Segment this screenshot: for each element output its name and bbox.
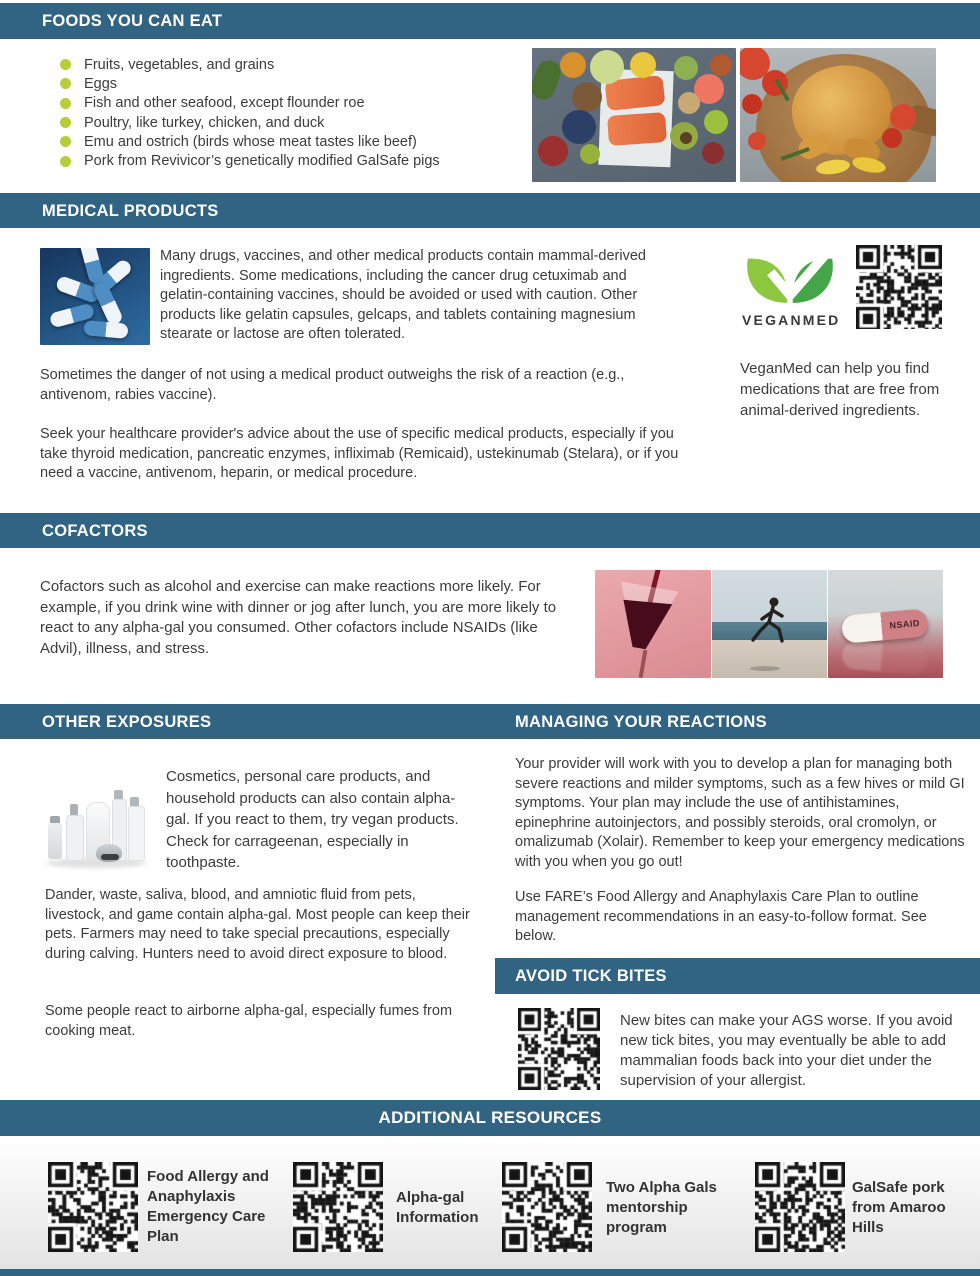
list-item: Fruits, vegetables, and grains: [60, 55, 440, 74]
resource-label: GalSafe pork from Amaroo Hills: [852, 1179, 946, 1236]
nsaid-capsule-label: NSAID: [889, 617, 921, 631]
section-header-additional-resources: [0, 1100, 980, 1136]
veganmed-logo-text: VEGANMED: [742, 312, 841, 328]
bullet-icon: [60, 59, 71, 70]
section-header-foods: [0, 3, 980, 39]
managing-paragraph-1: Your provider will work with you to develop a plan for managing both severe reactions and milder symptoms, such as a few hives or mild GI symptoms. Your plan may include the use of antihistamines, epinephrine autoinjectors, and possibly steroids, oral cromolyn, or omalizumab (Xolair). Remember to keep your emergency medications with you when you go out!: [515, 756, 965, 870]
section-header-other-exposures: [0, 704, 507, 739]
managing-paragraph-2: Use FARE’s Food Allergy and Anaphylaxis Care Plan to outline management recommendations in an easy-to-follow format. See below.: [515, 889, 927, 944]
bullet-icon: [60, 117, 71, 128]
footer-accent-bar: [0, 1269, 980, 1276]
ticks-paragraph: New bites can make your AGS worse. If you avoid new tick bites, you may eventually be able to add mammalian foods back into your diet under the supervision of your allergist.: [620, 1012, 953, 1089]
bullet-icon: [60, 78, 71, 89]
veganmed-logo: [742, 247, 842, 328]
tick-info-qr-code: [518, 1008, 600, 1090]
section-title: OTHER EXPOSURES: [42, 711, 212, 731]
alpha-gal-info-qr-code: [293, 1162, 383, 1252]
section-title: ADDITIONAL RESOURCES: [378, 1108, 602, 1127]
section-title: COFACTORS: [42, 520, 148, 540]
veganmed-qr-code: [856, 245, 942, 329]
bullet-icon: [60, 136, 71, 147]
roast-poultry-photo: [740, 48, 936, 182]
cofactors-paragraph: Cofactors such as alcohol and exercise can make reactions more likely. For example, if you drink wine with dinner or jog after lunch, you are more likely to react to any alpha-gal you consumed. Other cofactors include NSAIDs (like Advil), illness, and stress.: [40, 578, 557, 657]
resource-label: Alpha-gal Information: [396, 1189, 479, 1226]
other-exposures-paragraph-2: Dander, waste, saliva, blood, and amniotic fluid from pets, livestock, and game contain alpha-gal. Most people can keep their pets. Farmers may need to take special precautions, especially during calving. Hunters need to avoid direct exposure to blood.: [45, 887, 470, 962]
section-header-medical: [0, 193, 980, 228]
section-header-cofactors: [0, 513, 980, 548]
galsafe-pork-qr-code: [755, 1162, 845, 1252]
section-title: MANAGING YOUR REACTIONS: [515, 711, 767, 731]
mentorship-qr-code: [502, 1162, 592, 1252]
section-title: FOODS YOU CAN EAT: [42, 11, 223, 30]
nsaid-capsule-photo: [828, 570, 943, 678]
pill-capsules-photo: [40, 248, 150, 345]
veganmed-caption: VeganMed can help you find medications that are free from animal-derived ingredients.: [740, 360, 940, 419]
other-exposures-paragraph-3: Some people react to airborne alpha-gal, especially fumes from cooking meat.: [45, 1003, 453, 1039]
list-item: Pork from Revivicor’s genetically modified GalSafe pigs: [60, 151, 440, 170]
cosmetics-bottles-photo: [40, 770, 153, 876]
care-plan-qr-code: [48, 1162, 138, 1252]
wine-pour-photo: [595, 570, 711, 678]
section-title: AVOID TICK BITES: [515, 966, 667, 985]
beach-runner-photo: [712, 570, 827, 678]
list-item: Emu and ostrich (birds whose meat tastes like beef): [60, 132, 440, 151]
resource-label: Two Alpha Gals mentorship program: [606, 1179, 717, 1236]
other-exposures-paragraph-1: Cosmetics, personal care products, and household products can also contain alpha-gal. If you react to them, try vegan products. Check for carrageenan, especially in toothpaste.: [166, 768, 459, 871]
section-header-avoid-tick-bites: [495, 958, 980, 994]
list-item: Fish and other seafood, except flounder roe: [60, 94, 440, 113]
veganmed-leaves-icon: [742, 247, 838, 305]
medical-paragraph-2: Sometimes the danger of not using a medical product outweighs the risk of a reaction (e.g., antivenom, rabies vaccine).: [40, 367, 625, 403]
medical-paragraph-3: Seek your healthcare provider's advice about the use of specific medical products, especially if you take thyroid medication, pancreatic enzymes, infliximab (Remicaid), ustekinumab (Stelara), or if you need a vaccine, antivenom, heparin, or medical procedure.: [40, 426, 679, 481]
medical-paragraph-1: Many drugs, vaccines, and other medical products contain mammal-derived ingredients. Some medications, including the cancer drug cetuximab and gelatin-containing vaccines, should be avoided or used with caution. Other products like gelatin capsules, gelcaps, and tablets containing magnesium stearate or lactose are often tolerated.: [160, 248, 646, 342]
runner-silhouette-icon: [744, 596, 794, 650]
section-header-managing-reactions: [495, 704, 980, 739]
bullet-icon: [60, 98, 71, 109]
section-title: MEDICAL PRODUCTS: [42, 200, 219, 220]
resource-label: Food Allergy and Anaphylaxis Emergency Care Plan: [147, 1168, 269, 1245]
bullet-icon: [60, 156, 71, 167]
list-item: Poultry, like turkey, chicken, and duck: [60, 113, 440, 132]
foods-list: [60, 55, 440, 171]
healthy-foods-photo: [532, 48, 736, 182]
list-item: Eggs: [60, 74, 440, 93]
